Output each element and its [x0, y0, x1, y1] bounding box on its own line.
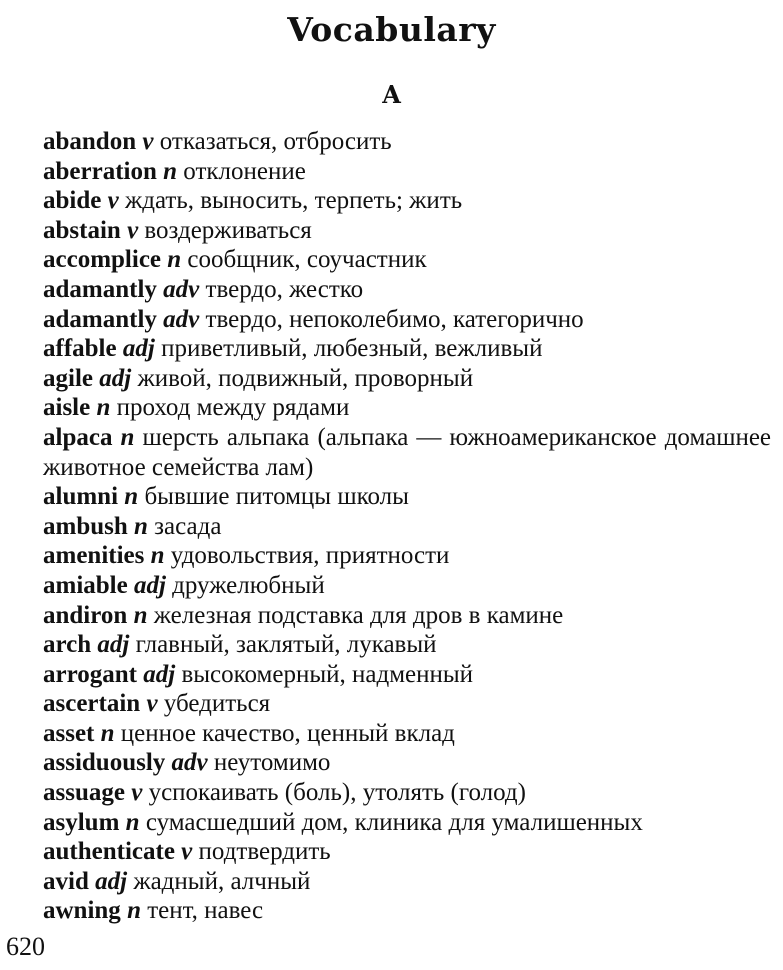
entry-pos: adj: [143, 660, 176, 688]
entry-word: aisle: [43, 394, 91, 422]
entry-word: abide: [43, 187, 102, 215]
entry-translation: успокаивать (боль), утолять (голод): [148, 779, 526, 807]
vocabulary-entry: [43, 216, 771, 246]
entry-pos: v: [181, 838, 193, 866]
entry-word: andiron: [43, 601, 128, 629]
entry-pos: v: [142, 128, 154, 155]
entry-word: asylum: [43, 808, 120, 836]
entry-word: abandon: [43, 128, 137, 155]
entry-word: assiduously: [43, 749, 166, 777]
entry-word: accomplice: [43, 246, 162, 274]
entry-word: asset: [43, 719, 95, 747]
entry-word: authenticate: [43, 838, 175, 866]
entry-translation: твердо, непоколебимо, категорично: [205, 305, 584, 333]
vocabulary-entry: [43, 689, 771, 719]
vocabulary-entry: [43, 660, 771, 690]
page-number: 620: [6, 932, 45, 961]
vocabulary-entry: [43, 423, 771, 482]
entry-word: awning: [43, 897, 121, 925]
entry-pos: n: [133, 601, 148, 629]
entry-word: affable: [43, 335, 117, 363]
entry-translation: бывшие питомцы школы: [144, 483, 409, 511]
entry-translation: неутомимо: [213, 749, 331, 777]
entry-word: alumni: [43, 483, 119, 511]
entry-word: aberration: [43, 157, 157, 185]
entry-pos: adv: [163, 305, 200, 333]
vocabulary-entry: [43, 512, 771, 542]
entry-pos: n: [100, 719, 115, 747]
vocabulary-entry: [43, 601, 771, 631]
entry-pos: n: [134, 512, 148, 540]
entry-pos: n: [150, 542, 165, 570]
vocabulary-entry: [43, 571, 771, 601]
vocabulary-entry: [43, 748, 771, 778]
entry-pos: v: [131, 779, 143, 807]
entry-translation: железная подставка для дров в камине: [153, 601, 564, 629]
page-title: Vocabulary: [287, 10, 496, 49]
entry-translation: проход между рядами: [116, 394, 350, 422]
entry-word: alpaca: [43, 423, 113, 451]
entry-pos: adj: [97, 631, 130, 659]
entry-word: adamantly: [43, 305, 157, 333]
entry-pos: adj: [122, 335, 155, 363]
entry-pos: n: [124, 483, 139, 511]
vocabulary-entry: [43, 482, 771, 512]
entry-translation: убедиться: [163, 690, 271, 718]
entry-translation: приветливый, любезный, вежливый: [161, 335, 543, 363]
entry-translation: высокомерный, надменный: [181, 660, 474, 688]
entry-translation: ценное качество, ценный вклад: [120, 719, 455, 747]
vocabulary-entry: [43, 719, 771, 749]
vocabulary-entry: [43, 186, 771, 216]
entry-pos: v: [107, 187, 119, 215]
section-letter: A: [382, 80, 401, 109]
vocabulary-list: [43, 127, 771, 926]
entry-translation: сообщник, соучастник: [187, 246, 427, 274]
entry-translation: отклонение: [183, 157, 306, 185]
entry-pos: n: [163, 157, 178, 185]
vocabulary-entry: [43, 808, 771, 838]
entry-pos: n: [127, 897, 141, 925]
entry-translation: живой, подвижный, проворный: [137, 364, 474, 392]
entry-translation: засада: [154, 512, 222, 540]
entry-word: assuage: [43, 779, 125, 807]
entry-word: abstain: [43, 216, 121, 244]
entry-translation: жадный, алчный: [133, 867, 311, 895]
entry-pos: n: [167, 246, 182, 274]
entry-translation: главный, заклятый, лукавый: [135, 631, 437, 659]
entry-translation: удовольствия, приятности: [170, 542, 450, 570]
entry-word: arrogant: [43, 660, 137, 688]
entry-pos: adj: [95, 867, 128, 895]
entry-pos: n: [120, 423, 135, 451]
entry-word: ambush: [43, 512, 128, 540]
entry-pos: adv: [163, 275, 200, 303]
entry-pos: v: [146, 690, 158, 718]
entry-pos: adj: [133, 571, 166, 599]
vocabulary-entry: [43, 778, 771, 808]
vocabulary-entry: [43, 364, 771, 394]
vocabulary-entry: [43, 334, 771, 364]
entry-translation: отказаться, отбросить: [159, 128, 392, 155]
vocabulary-entry: [43, 127, 771, 157]
entry-pos: adv: [171, 749, 208, 777]
entry-translation: тент, навес: [147, 897, 264, 925]
vocabulary-entry: [43, 245, 771, 275]
vocabulary-entry: [43, 393, 771, 423]
entry-translation: воздерживаться: [144, 216, 312, 244]
entry-word: amenities: [43, 542, 145, 570]
vocabulary-entry: [43, 867, 771, 897]
entry-translation: дружелюбный: [172, 571, 325, 599]
vocabulary-entry: [43, 305, 771, 335]
entry-pos: n: [125, 808, 140, 836]
entry-word: ascertain: [43, 690, 141, 718]
entry-pos: v: [127, 216, 139, 244]
entry-word: adamantly: [43, 275, 157, 303]
vocabulary-entry: [43, 896, 771, 926]
entry-translation: твердо, жестко: [205, 275, 364, 303]
vocabulary-entry: [43, 630, 771, 660]
entry-pos: n: [96, 394, 111, 422]
entry-word: agile: [43, 364, 93, 392]
entry-translation: ждать, выносить, терпеть; жить: [124, 187, 463, 215]
vocabulary-entry: [43, 541, 771, 571]
entry-pos: adj: [99, 364, 132, 392]
entry-word: arch: [43, 631, 92, 659]
entry-word: amiable: [43, 571, 128, 599]
entry-translation: подтвердить: [198, 838, 331, 866]
vocabulary-entry: [43, 275, 771, 305]
vocabulary-entry: [43, 157, 771, 187]
entry-translation: сумасшедший дом, клиника для умалишенных: [145, 808, 643, 836]
entry-translation: шерсть альпака (альпака — южноамериканское домашнее животное семейства лам): [43, 423, 772, 481]
vocabulary-entry: [43, 837, 771, 867]
entry-word: avid: [43, 867, 89, 895]
